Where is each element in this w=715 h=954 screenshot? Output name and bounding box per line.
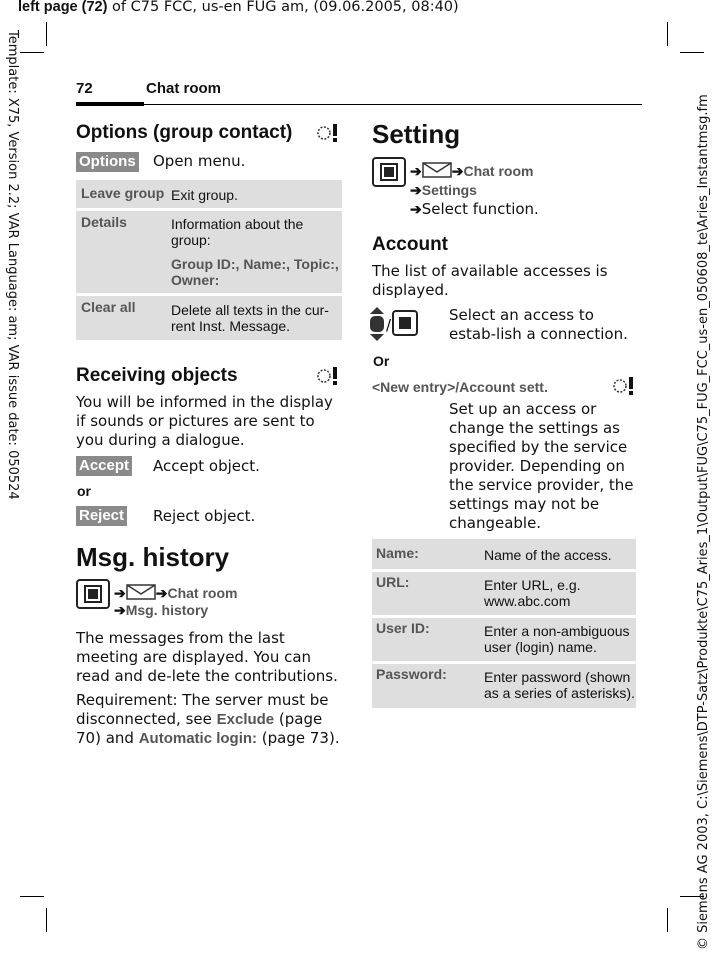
receiving-text: You will be informed in the display if sounds or pictures are sent to you during a dialogue. <box>76 393 333 449</box>
msg-history-text: The messages from the last meeting are displayed. You can read and de-lete the contributions. <box>76 629 338 685</box>
page-title: Chat room <box>146 80 221 97</box>
side-copyright-note: © Siemens AG 2003, C:\Siemens\DTP-Satz\Produkte\C75_Aries_1\Output\FUG\C75_FUG_FCC_us-en_050608_te\Aries_Instantmsg.fm <box>696 94 711 950</box>
account-text: The list of available accesses is displayed. <box>372 262 608 299</box>
table-row-label: User ID: <box>376 620 430 636</box>
network-icon <box>612 375 638 401</box>
side-template-note: Template: X75, Version 2.2; VAR Language: am; VAR issue date: 050524 <box>5 30 20 500</box>
menu-key-icon <box>76 579 110 609</box>
account-heading: Account <box>372 234 448 255</box>
account-table <box>372 539 636 708</box>
menu-key-icon <box>372 157 406 187</box>
table-row-desc: Name of the access. <box>484 547 612 563</box>
new-entry-desc: Set up an access or change the settings as specified by the service provider. Depending on the service provider, the settings may not be changeable. <box>449 400 634 532</box>
nav-key-icon <box>368 306 420 346</box>
table-row-label: URL: <box>376 574 410 590</box>
table-row-desc: Enter password (shown as a series of asterisks). <box>484 669 635 701</box>
options-softkey[interactable]: Options <box>76 151 139 172</box>
network-icon <box>316 365 342 391</box>
table-row-desc: Enter URL, e.g. www.abc.com <box>484 577 581 609</box>
receiving-heading: Receiving objects <box>76 365 238 386</box>
table-row-desc: Exit group. <box>171 187 238 203</box>
table-row-label: Leave group <box>81 185 165 201</box>
header-rule <box>144 104 642 105</box>
exclude-link[interactable]: Exclude <box>216 711 275 728</box>
options-softkey-desc: Open menu. <box>153 152 246 170</box>
table-row-desc: Delete all texts in the cur-rent Inst. Message. <box>171 302 329 334</box>
table-row-label: Clear all <box>81 299 136 315</box>
msg-history-heading: Msg. history <box>76 542 230 572</box>
table-row-label: Password: <box>376 666 447 682</box>
new-entry-label: <New entry>/Account sett. <box>372 379 548 395</box>
table-row-label: Details <box>81 214 127 230</box>
details-fields: Group ID:, Name:, Topic:, Owner: <box>171 256 339 288</box>
accept-desc: Accept object. <box>153 457 260 475</box>
or-label: Or <box>373 353 390 369</box>
msg-history-path: ➔ ➔Chat room ➔Msg. history <box>114 585 238 618</box>
svg-text:/: / <box>386 316 392 334</box>
table-row-desc: Enter a non-ambiguous user (login) name. <box>484 623 630 655</box>
table-row-desc: Information about the group: <box>171 216 304 248</box>
or-label: or <box>77 483 91 499</box>
setting-path: ➔ ➔Chat room ➔Settings ➔Select function. <box>410 163 539 218</box>
reject-softkey[interactable]: Reject <box>76 505 127 526</box>
page-number: 72 <box>76 80 93 97</box>
print-header: left page (72) of C75 FCC, us-en FUG am, (09.06.2005, 08:40) <box>18 0 459 15</box>
reject-desc: Reject object. <box>153 507 256 525</box>
account-select-desc: Select an access to estab-lish a connection. <box>449 306 628 343</box>
automatic-login-link[interactable]: Automatic login: <box>138 730 258 747</box>
header-rule-thick <box>76 102 144 106</box>
msg-history-requirement: Requirement: The server must be disconnected, see Exclude (page 70) and Automatic login: (page 73). <box>76 691 340 747</box>
table-row-label: Name: <box>376 545 419 561</box>
options-table <box>76 180 342 340</box>
accept-softkey[interactable]: Accept <box>76 455 132 476</box>
network-icon <box>316 122 342 148</box>
setting-heading: Setting <box>372 119 461 149</box>
options-group-heading: Options (group contact) <box>76 122 293 143</box>
